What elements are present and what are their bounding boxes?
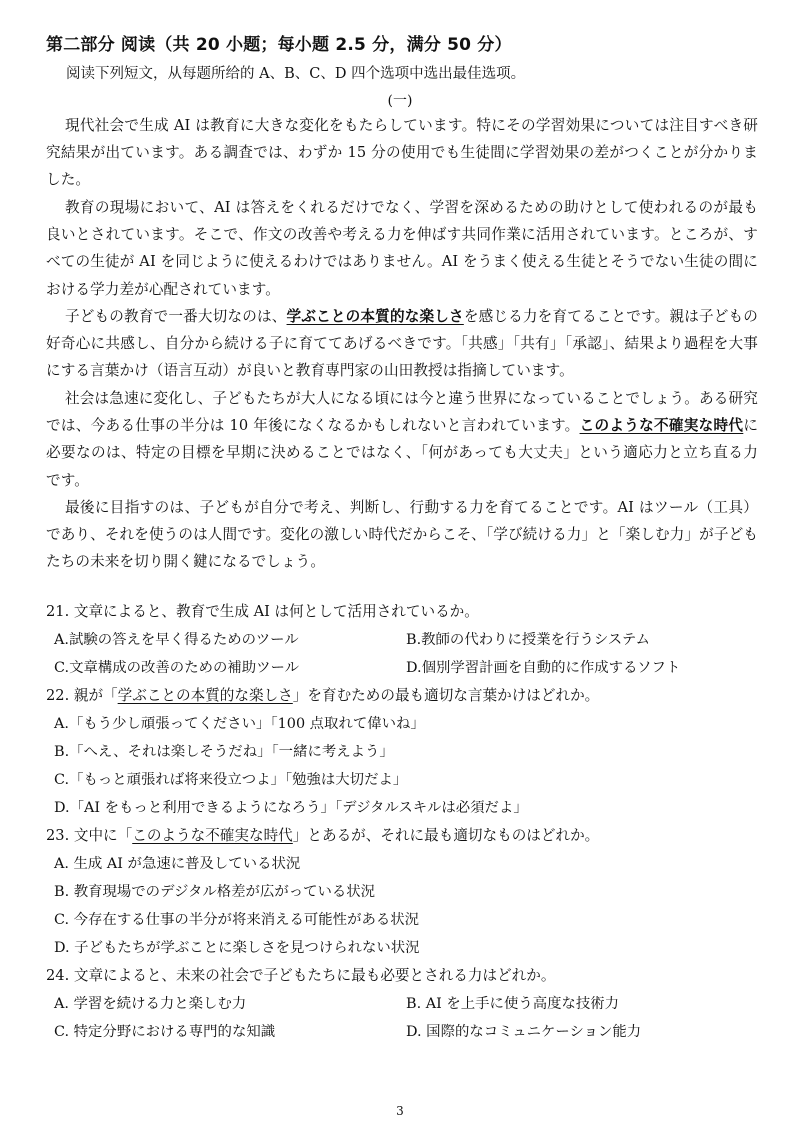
question-23-underlined-phrase: このような不確実な時代 [132,827,293,844]
passage-paragraph-1: 現代社会で生成 AI は教育に大きな変化をもたらしています。特にその学習効果については注目すべき研究結果が出ています。ある調査では、わずか 15 分の使用でも生徒間に学習効果の差がつくことが分かりました。 [46,117,758,189]
question-23-option-a[interactable]: A. 生成 AI が急速に普及している状況 [54,856,301,872]
question-24-stem: 24. 文章によると、未来の社会で子どもたちに最も必要とされる力はどれか。 [46,967,556,984]
question-23-option-b[interactable]: B. 教育現場でのデジタル格差が広がっている状況 [54,884,376,900]
question-22-underlined-phrase: 学ぶことの本質的な楽しさ [117,687,293,704]
question-24 [46,962,758,1046]
question-21-option-b[interactable]: B.教師の代わりに授業を行うシステム [406,632,650,648]
question-23-option-d[interactable]: D. 子どもたちが学ぶことに楽しさを見つけられない状況 [54,940,420,956]
paragraph-4-text-after: に必要なのは、特定の目標を早期に決めることではなく、「何があっても大丈夫」という適応力と立ち直る力です。 [46,417,759,489]
question-22-stem-after: 」を育むための最も適切な言葉かけはどれか。 [292,687,600,704]
question-21-stem: 21. 文章によると、教育で生成 AI は何として活用されているか。 [46,603,479,620]
question-22-option-a[interactable]: A.「もう少し頑張ってください」「100 点取れて偉いね」 [54,716,425,732]
question-21-options-row-2 [46,654,758,682]
question-22-option-c[interactable]: C.「もっと頑張れば将来役立つよ」「勉強は大切だよ」 [54,772,408,788]
question-21-option-c[interactable]: C.文章構成の改善のための補助ツール [54,660,300,676]
question-22 [46,682,758,822]
paragraph-3-text-after: を感じる力を育てることです。親は子どもの好奇心に共感し、自分から続ける子に育ててあげるべきです。「共感」「共有」「承認」、結果より過程を大事にする言葉かけ（语言互动）が良いと教育専門家の山田教授は指摘しています。 [46,308,758,380]
section-heading: 第二部分 阅读（共 20 小题；每小题 2.5 分，满分 50 分） [46,35,512,55]
question-22-stem [46,682,758,710]
passage-paragraph-4 [46,385,758,494]
question-21 [46,598,758,682]
underlined-phrase-uncertain-era: このような不確実な時代 [579,417,744,435]
reading-instruction: 阅读下列短文，从每题所给的 A、B、C、D 四个选项中选出最佳选项。 [66,66,526,82]
question-24-option-c[interactable]: C. 特定分野における専門的な知識 [54,1024,276,1040]
question-list [46,598,758,1046]
passage-paragraph-3 [46,303,758,385]
underlined-phrase-joy-of-learning: 学ぶことの本質的な楽しさ [286,308,464,325]
question-24-options-row-1 [46,990,758,1018]
passage-paragraph-5: 最後に目指すのは、子どもが自分で考え、判断し、行動する力を育てることです。AI はツール（工具）であり、それを使うのは人間です。変化の激しい時代だからこそ、「学び続ける力」と「楽しむ力」が子どもたちの未来を切り開く鍵になるでしょう。 [46,499,758,571]
question-22-stem-before: 22. 親が「 [46,687,118,704]
question-23-option-c[interactable]: C. 今存在する仕事の半分が将来消える可能性がある状況 [54,912,420,928]
passage-paragraph-2: 教育の現場において、AI は答えをくれるだけでなく、学習を深めるための助けとして使われるのが最も良いとされています。そこで、作文の改善や考える力を伸ばす共同作業に活用されています。ところが、すべての生徒が AI を同じように使えるわけではありません。AI をうまく使える生徒とそうでない生徒の間における学力差が心配されています。 [46,199,758,298]
question-21-option-d[interactable]: D.個別学習計画を自動的に作成するソフト [406,660,681,676]
question-24-option-a[interactable]: A. 学習を続ける力と楽しむ力 [54,996,247,1012]
question-24-option-d[interactable]: D. 国際的なコミュニケーション能力 [406,1024,642,1040]
question-23 [46,822,758,962]
passage-number: (一) [387,93,413,109]
question-23-stem-before: 23. 文中に「 [46,827,133,844]
paragraph-4-text-before: 社会は急速に変化し、子どもたちが大人になる頃には今と違う世界になっていることでしょう。ある研究では、今ある仕事の半分は 10 年後になくなるかもしれないと言われています。 [46,390,758,435]
page-number: 3 [396,1104,404,1118]
paragraph-3-text-before: 子どもの教育で一番大切なのは、 [64,308,287,325]
question-21-option-a[interactable]: A.試験の答えを早く得るためのツール [54,632,299,648]
question-22-option-d[interactable]: D.「AI をもっと利用できるようになろう」「デジタルスキルは必須だよ」 [54,800,528,816]
question-24-options-row-2 [46,1018,758,1046]
question-23-stem [46,822,758,850]
question-23-stem-after: 」とあるが、それに最も適切なものはどれか。 [292,827,600,844]
question-24-option-b[interactable]: B. AI を上手に使う高度な技術力 [406,996,620,1012]
question-22-option-b[interactable]: B.「へえ、それは楽しそうだね」「一緒に考えよう」 [54,744,394,760]
question-21-options-row-1 [46,626,758,654]
